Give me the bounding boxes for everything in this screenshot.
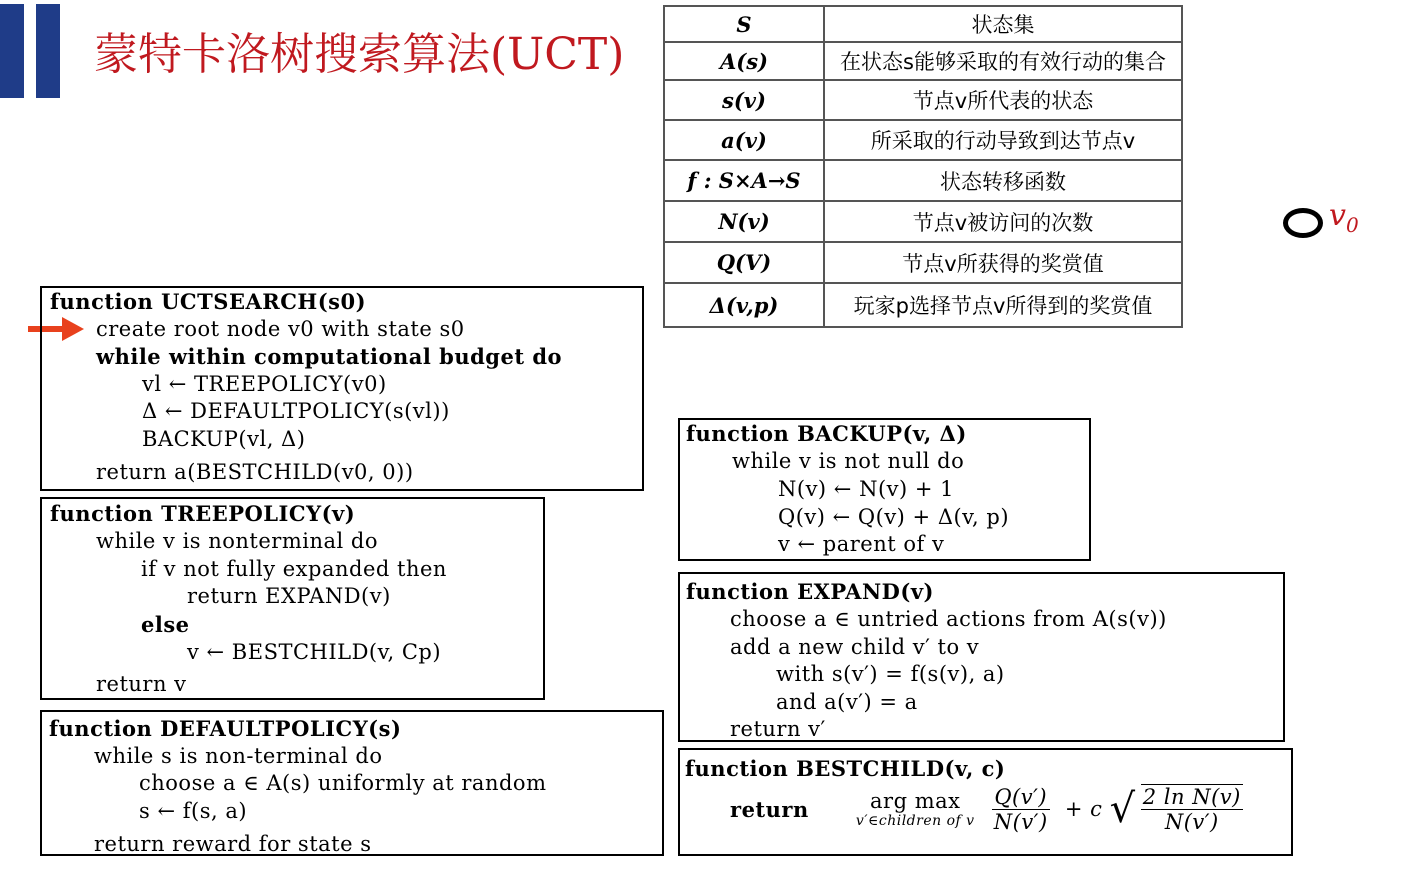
algo-line-text: return a(BESTCHILD(v0, 0)) bbox=[96, 460, 414, 484]
algo-line-text: v ← BESTCHILD(v, Cp) bbox=[187, 640, 442, 664]
algo-line bbox=[187, 639, 441, 666]
notation-meaning: 状态集 bbox=[824, 6, 1182, 42]
notation-row bbox=[664, 80, 1182, 120]
algo-line-text: and a(v′) = a bbox=[776, 690, 918, 714]
argmax-subscript: v′∈children of v bbox=[855, 813, 975, 829]
algo-line-text: while v is not null do bbox=[732, 449, 965, 473]
algo-line bbox=[686, 578, 934, 606]
algo-line-text: with s(v′) = f(s(v), a) bbox=[776, 662, 1005, 686]
algo-line bbox=[96, 671, 187, 698]
algo-line bbox=[96, 459, 414, 486]
notation-row bbox=[664, 42, 1182, 80]
notation-symbol: f : S×A→S bbox=[664, 160, 824, 201]
algo-line-text: return EXPAND(v) bbox=[187, 584, 391, 608]
fraction-denominator: N(v′) bbox=[993, 809, 1048, 834]
notation-row bbox=[664, 201, 1182, 242]
notation-meaning: 节点v所代表的状态 bbox=[824, 80, 1182, 120]
notation-symbol: a(v) bbox=[664, 120, 824, 160]
algo-line-text: create root node v0 with state s0 bbox=[96, 317, 465, 341]
algo-line-text: Q(v) ← Q(v) + Δ(v, p) bbox=[778, 505, 1010, 529]
notation-row bbox=[664, 160, 1182, 201]
algo-line-text: add a new child v′ to v bbox=[730, 635, 980, 659]
algo-line-text: return v′ bbox=[730, 717, 826, 741]
sqrt-denominator: N(v′) bbox=[1164, 810, 1219, 834]
algo-line bbox=[94, 743, 383, 770]
sqrt-sign-icon: √ bbox=[1109, 786, 1136, 832]
plus-c-text: + c bbox=[1064, 797, 1103, 821]
algo-line bbox=[141, 556, 447, 583]
algo-line-text: return v bbox=[96, 672, 187, 696]
algo-line bbox=[776, 661, 1005, 688]
root-node-label-text: $v_0$ bbox=[1329, 198, 1359, 237]
notation-symbol: N(v) bbox=[664, 201, 824, 242]
algo-line-text: while s is non-terminal do bbox=[94, 744, 383, 768]
title-bar-left bbox=[0, 4, 24, 98]
algo-line-text: function EXPAND(v) bbox=[686, 579, 934, 604]
notation-meaning: 所采取的行动导致到达节点v bbox=[824, 120, 1182, 160]
argmax-text: arg max bbox=[870, 789, 961, 813]
algo-line-text: function BACKUP(v, Δ) bbox=[686, 421, 967, 446]
notation-row bbox=[664, 283, 1182, 327]
algo-line bbox=[685, 755, 1005, 783]
return-keyword: return bbox=[730, 796, 809, 822]
notation-meaning: 节点v被访问的次数 bbox=[824, 201, 1182, 242]
notation-symbol: A(s) bbox=[664, 42, 824, 80]
algo-line bbox=[730, 606, 1167, 633]
tree-policy-box bbox=[40, 497, 545, 700]
algo-line bbox=[142, 426, 305, 453]
notation-meaning: 在状态s能够采取的有效行动的集合 bbox=[824, 42, 1182, 80]
algo-line-text: function TREEPOLICY(v) bbox=[50, 501, 356, 526]
algo-line bbox=[778, 531, 944, 558]
algo-line bbox=[96, 528, 378, 555]
algo-line bbox=[49, 715, 401, 743]
algo-line-text: return reward for state s bbox=[94, 832, 372, 856]
algo-line-text: if v not fully expanded then bbox=[141, 557, 447, 581]
algo-line bbox=[94, 831, 371, 858]
best-child-formula bbox=[730, 784, 1243, 834]
algo-line bbox=[96, 343, 562, 371]
algo-line-text: while v is nonterminal do bbox=[96, 529, 378, 553]
algo-line-text: s ← f(s, a) bbox=[139, 799, 248, 823]
algo-line bbox=[142, 398, 450, 425]
algo-line bbox=[50, 288, 366, 316]
root-node-circle bbox=[1283, 208, 1323, 238]
notation-meaning: 玩家p选择节点v所得到的奖赏值 bbox=[824, 283, 1182, 327]
algo-line bbox=[686, 420, 967, 448]
algo-line bbox=[730, 716, 826, 743]
notation-row bbox=[664, 120, 1182, 160]
page-title: 蒙特卡洛树搜索算法(UCT) bbox=[94, 29, 625, 80]
default-policy-box bbox=[40, 710, 664, 856]
algo-line-text: v ← parent of v bbox=[778, 532, 945, 556]
algo-line-text: N(v) ← N(v) + 1 bbox=[778, 477, 955, 501]
title-bar-right bbox=[36, 4, 60, 98]
notation-row bbox=[664, 6, 1182, 42]
algo-line bbox=[776, 689, 918, 716]
backup-box bbox=[678, 418, 1091, 561]
algo-line-text: function DEFAULTPOLICY(s) bbox=[49, 716, 402, 741]
algo-line bbox=[139, 770, 546, 797]
algo-line-text: else bbox=[141, 612, 190, 637]
root-node-label bbox=[1329, 198, 1359, 237]
notation-meaning: 状态转移函数 bbox=[824, 160, 1182, 201]
algo-line bbox=[732, 448, 964, 475]
algo-line bbox=[730, 634, 979, 661]
algo-line-text: BACKUP(vl, Δ) bbox=[142, 427, 306, 451]
algo-line-text: choose a ∈ untried actions from A(s(v)) bbox=[730, 607, 1167, 631]
algo-line bbox=[187, 583, 391, 610]
fraction-numerator: Q(v′) bbox=[992, 785, 1050, 810]
best-child-box bbox=[678, 748, 1293, 856]
algo-line bbox=[139, 798, 247, 825]
notation-row bbox=[664, 242, 1182, 283]
algo-line-text: Δ ← DEFAULTPOLICY(s(vl)) bbox=[142, 399, 450, 423]
algo-line-text: while within computational budget do bbox=[96, 344, 563, 369]
notation-symbol: S bbox=[664, 6, 824, 42]
notation-meaning: 节点v所获得的奖赏值 bbox=[824, 242, 1182, 283]
notation-table bbox=[663, 5, 1183, 328]
notation-symbol: Δ(v,p) bbox=[664, 283, 824, 327]
algo-line bbox=[50, 500, 355, 528]
algo-line-text: function UCTSEARCH(s0) bbox=[50, 289, 367, 314]
sqrt-numerator: 2 ln N(v) bbox=[1142, 785, 1241, 809]
notation-symbol: s(v) bbox=[664, 80, 824, 120]
notation-symbol: Q(V) bbox=[664, 242, 824, 283]
algo-line-text: choose a ∈ A(s) uniformly at random bbox=[139, 771, 547, 795]
uct-search-box bbox=[40, 286, 644, 491]
algo-line bbox=[142, 371, 387, 398]
algo-line bbox=[778, 476, 954, 503]
expand-box bbox=[678, 572, 1285, 742]
algo-line-text: vl ← TREEPOLICY(v0) bbox=[142, 372, 387, 396]
algo-line bbox=[141, 611, 190, 639]
algo-line-text: function BESTCHILD(v, c) bbox=[685, 756, 1006, 781]
algo-line bbox=[778, 504, 1009, 531]
algo-line bbox=[96, 316, 465, 343]
